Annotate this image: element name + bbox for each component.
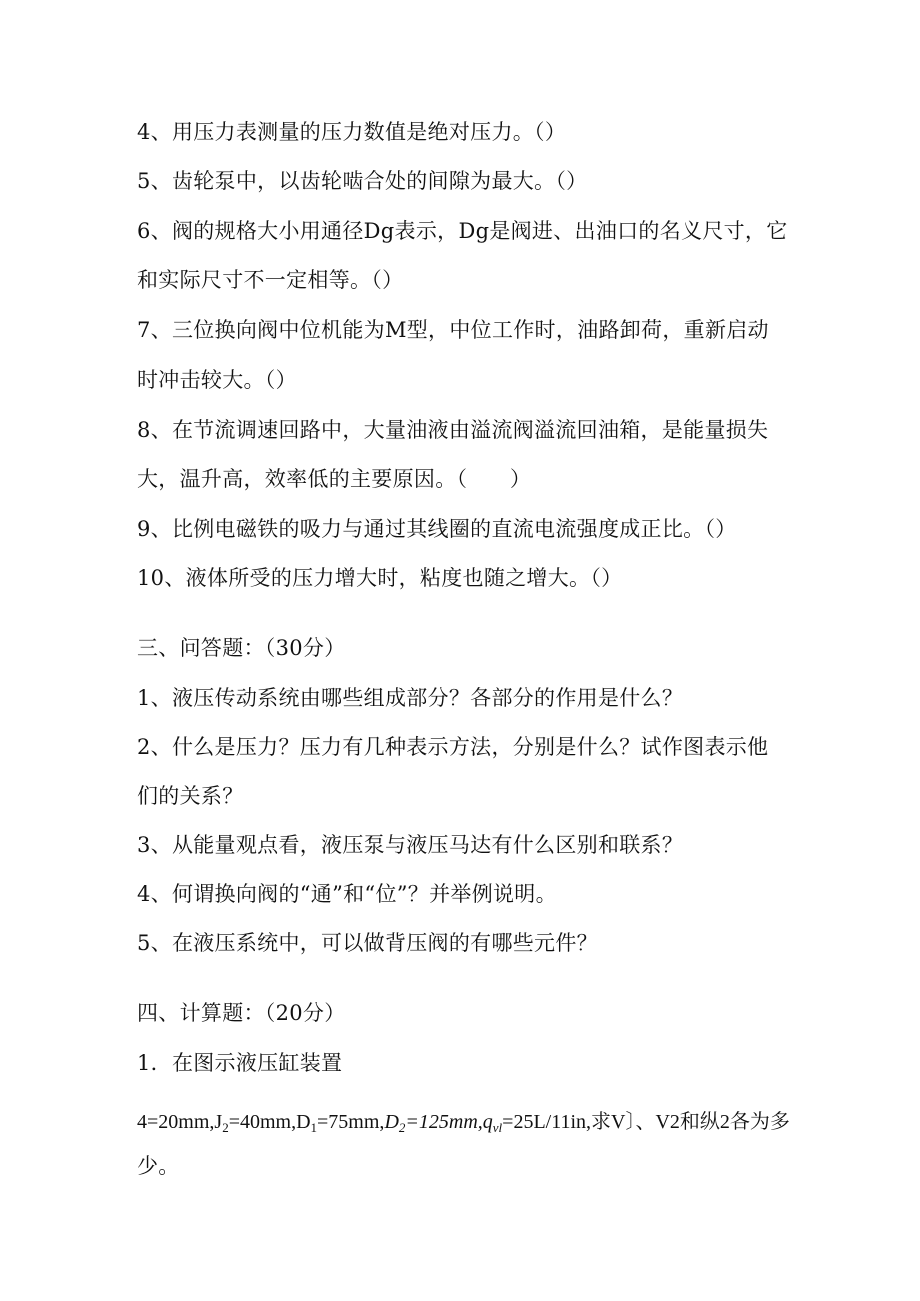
section-4-heading: 四、计算题：（20分）	[137, 1001, 346, 1025]
question-5-line: 5、齿轮泵中，以齿轮啮合处的间隙为最大。（）	[137, 169, 588, 193]
question-10-line: 10、液体所受的压力增大时，粘度也随之增大。（）	[137, 566, 623, 590]
calculation-formula-line	[137, 1107, 790, 1137]
question-7-line-1: 7、三位换向阀中位机能为M型，中位工作时，油路卸荷，重新启动	[137, 318, 769, 342]
formula-part-1: 4=20mm,J	[137, 1111, 223, 1133]
question-9-line: 9、比例电磁铁的吸力与通过其线圈的直流电流强度成正比。（）	[137, 517, 737, 541]
section-3-question-2-line-1: 2、什么是压力？压力有几种表示方法，分别是什么？试作图表示他	[137, 735, 769, 759]
formula-sub-4: 2	[398, 1120, 406, 1135]
question-7-line-2: 时冲击较大。（）	[137, 368, 297, 392]
formula-d2-letter: D	[384, 1111, 399, 1133]
section-3-question-5: 5、在液压系统中，可以做背压阀的有哪些元件？	[137, 931, 598, 955]
formula-part-4	[384, 1111, 502, 1133]
section-3-question-4: 4、何谓换向阀的“通”和“位”？并举例说明。	[137, 882, 557, 906]
question-8-line-2: 大，温升高，效率低的主要原因。（ ）	[137, 467, 532, 491]
formula-sub-1: 2	[222, 1120, 229, 1135]
formula-part-6: =25L/11in,求V〕、V2和纵2各为多	[502, 1111, 790, 1133]
calculation-formula-tail: 少。	[137, 1154, 180, 1178]
formula-part-3: =75mm,	[317, 1111, 385, 1133]
section-3-question-2-line-2: 们的关系？	[137, 784, 244, 808]
question-8-line-1: 8、在节流调速回路中，大量油液由溢流阀溢流回油箱，是能量损失	[137, 418, 769, 442]
question-6-line-2: 和实际尺寸不一定相等。（）	[137, 268, 404, 292]
formula-sub-2: 1	[310, 1120, 318, 1135]
section-3-heading: 三、问答题：（30分）	[137, 636, 346, 660]
question-4-line: 4、用压力表测量的压力数值是绝对压力。（）	[137, 120, 567, 144]
section-3-question-1: 1、液压传动系统由哪些组成部分？各部分的作用是什么？	[137, 686, 684, 710]
section-3-question-3: 3、从能量观点看，液压泵与液压马达有什么区别和联系？	[137, 833, 684, 857]
formula-part-5: =125mm,q	[405, 1111, 493, 1133]
formula-sub-5: vl	[492, 1120, 503, 1135]
question-6-line-1: 6、阀的规格大小用通径Dg表示，Dg是阀进、出油口的名义尺寸，它	[137, 219, 788, 243]
section-4-question-1: 1．在图示液压缸装置	[137, 1051, 343, 1075]
formula-part-2: =40mm,D	[228, 1111, 311, 1133]
